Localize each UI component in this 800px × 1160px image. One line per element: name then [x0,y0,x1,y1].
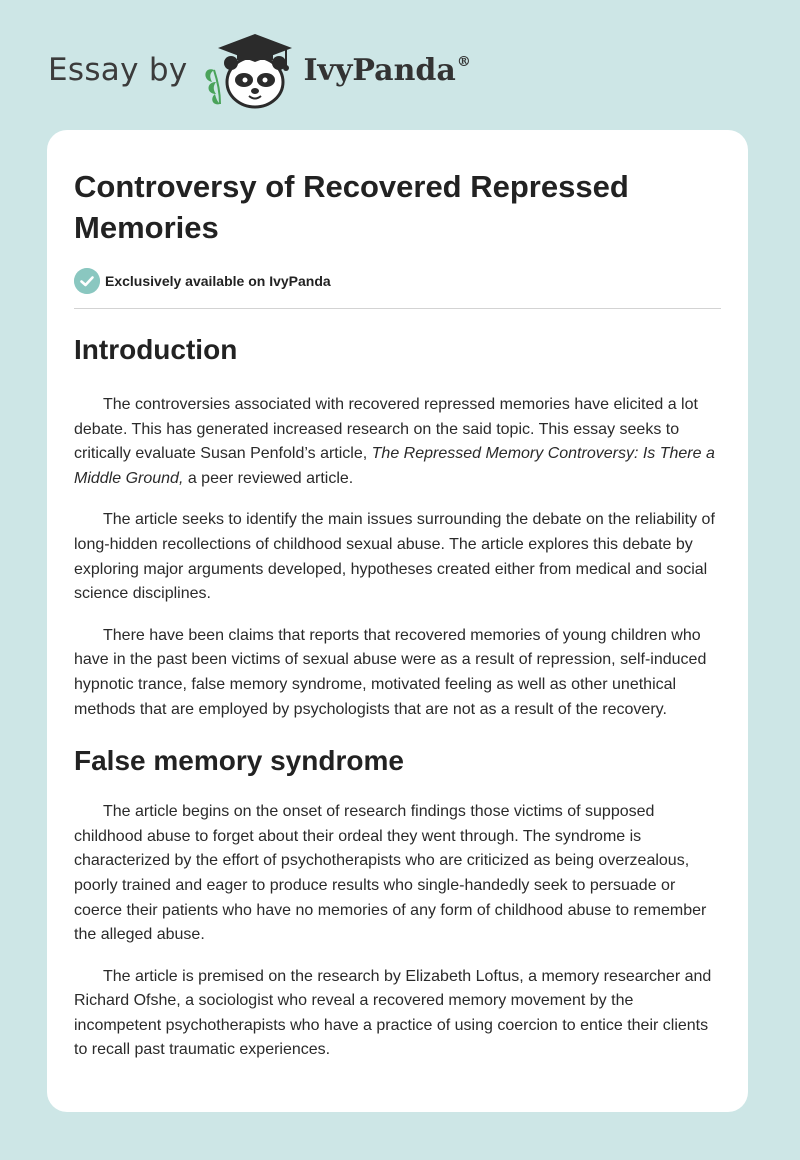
paragraph-text: a peer reviewed article. [183,469,354,487]
paragraph: The article is premised on the research by Elizabeth Loftus, a memory researcher and Richard Ofshe, a sociologist who reveal a recovered memory movement by the incompetent psychotherapists who have a practice of using coercion to entice their clients to recall past traumatic experiences. [74,967,712,1059]
paragraph [74,393,721,491]
section-false-memory-syndrome [74,744,721,1063]
brand-name-text: IvyPanda [303,52,456,88]
article-title-italic: The Repressed Memory Controversy: Is There a Middle Ground, [74,445,715,487]
title-divider [74,308,721,309]
section-heading: False memory syndrome [74,745,404,777]
site-header-brand[interactable] [48,30,508,110]
paragraph-text: The controversies associated with recovered repressed memories have elicited a lot debate. This has generated increased research on the said topic. This essay seeks to critically evaluate Susan Penfold’s article, [74,396,698,463]
paragraph: There have been claims that reports that recovered memories of young children who have in the past been victims of sexual abuse were as a result of repression, self-induced hypnotic trance, false memory syndrome, motivated feeling as well as other unethical methods that are employed by psychologists that are not as a result of the recovery. [74,626,707,718]
registered-mark: ® [456,53,471,70]
paragraph: The article seeks to identify the main issues surrounding the debate on the reliability of long-hidden recollections of childhood sexual abuse. The article explores this debate by exploring major arguments developed, hypotheses created either from medical and social science disciplines. [74,511,715,603]
exclusive-badge [74,267,721,295]
essay-card [47,130,748,1112]
essay-by-label: Essay by [48,52,188,88]
brand-name [304,53,471,88]
section-heading: Introduction [74,334,238,365]
panda-graduate-logo-icon [200,30,298,110]
paragraph: The article begins on the onset of research findings those victims of supposed childhood abuse to forget about their ordeal they went through. The syndrome is characterized by the effort of psychotherapists who are criticized as being overzealous, poorly trained and eager to produce results who single-handedly seek to persuade or coerce their patients who have no memories of any form of childhood abuse to remember the alleged abuse. [74,803,707,944]
check-circle-icon [74,268,100,294]
exclusive-badge-text: Exclusively available on IvyPanda [105,273,331,289]
essay-title: Controversy of Recovered Repressed Memories [74,169,629,245]
section-introduction [74,333,721,722]
